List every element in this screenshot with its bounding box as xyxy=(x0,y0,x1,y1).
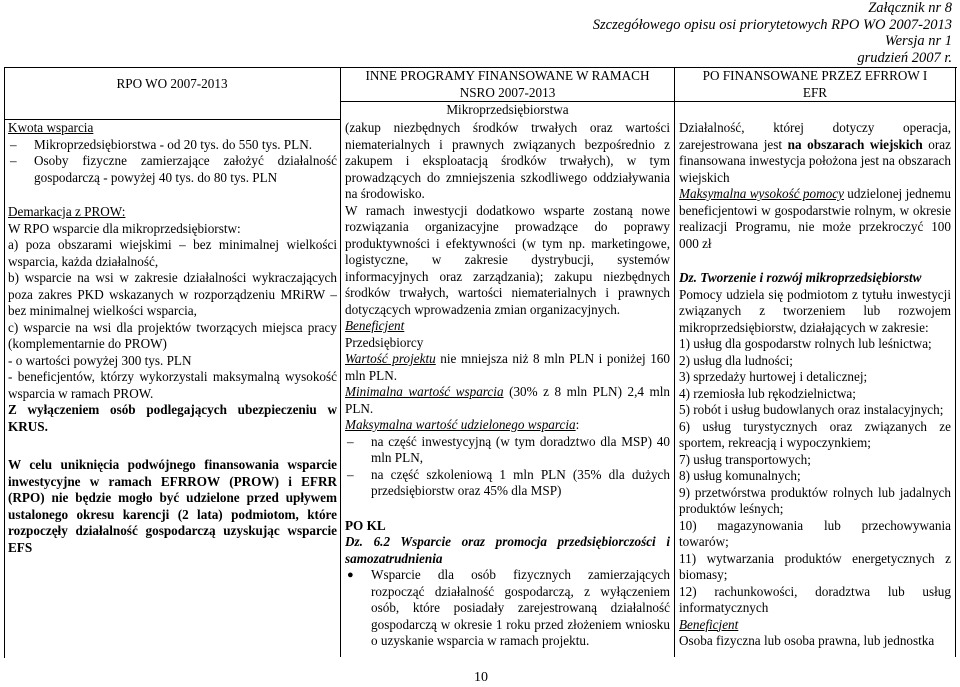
paragraph: b) wsparcie na wsi w zakresie działalności wykraczających poza zakres PKD wskazanych w rozporządzeniu MRiRW – bez minimalnej wielkości wsparcia, xyxy=(8,270,337,318)
page-number: 10 xyxy=(474,670,488,685)
column-divider xyxy=(955,67,956,657)
list-item: 2) usług dla ludności; xyxy=(679,352,793,368)
paragraph: Maksymalna wysokość pomocy udzielonej jednemu beneficjentowi w gospodarstwie rolnym, w okresie realizacji Programu, nie może przekroczyć 100 000 zł xyxy=(679,186,951,251)
document-header xyxy=(593,0,952,66)
list-item: 6) usług turystycznych oraz związanych ze sportem, rekreacją i wypoczynkiem; xyxy=(679,418,951,450)
min-support: Minimalna wartość wsparcia (30% z 8 mln PLN) 2,4 mln PLN. xyxy=(345,384,670,416)
list-item: 12) rachunkowości, doradztwa lub usług informatycznych xyxy=(679,583,951,615)
row-divider xyxy=(674,101,956,102)
demarkacja-heading: Demarkacja z PROW: xyxy=(8,204,126,219)
list-item: ● Wsparcie dla osób fizycznych zamierzających rozpocząć działalność gospodarczą, z wyłączeniem osób, które posiadały zarejestrowaną działalność gospodarczą w okresie 1 roku przed złożeniem wniosku o uzyskanie wsparcia w ramach projektu. xyxy=(345,567,670,650)
list-item: 5) robót i usług budowlanych oraz instalacyjnych; xyxy=(679,402,944,417)
annex-subtitle: Szczegółowego opisu osi priorytetowych RPO WO 2007-2013 xyxy=(592,16,952,33)
krus-note: Z wyłączeniem osób podlegających ubezpieczeniu w KRUS. xyxy=(8,402,337,434)
paragraph: c) wsparcie na wsi dla projektów tworzących miejsca pracy (komplementarnie do PROW) xyxy=(8,319,337,351)
date-label: grudzień 2007 r. xyxy=(857,49,952,66)
col2-content xyxy=(345,120,670,650)
column-divider xyxy=(674,67,675,657)
paragraph: a) poza obszarami wiejskimi – bez minimalnej wielkości wsparcia, każda działalność, xyxy=(8,237,337,269)
list-item: 1) usług dla gospodarstw rolnych lub leśnictwa; xyxy=(679,336,932,351)
column-divider xyxy=(340,67,341,657)
max-support: Maksymalna wartość udzielonego wsparcia: xyxy=(345,417,580,432)
col1-title: RPO WO 2007-2013 xyxy=(116,76,228,91)
beneficjent-value: Osoba fizyczna lub osoba prawna, lub jednostka xyxy=(679,633,935,648)
version-label: Wersja nr 1 xyxy=(884,33,952,49)
subheader: Mikroprzedsiębiorstwa xyxy=(446,102,569,117)
list-item: – Osoby fizyczne zamierzające założyć działalność gospodarczą - powyżej 40 tys. do 80 tys. PLN xyxy=(8,153,337,186)
list-item: 4) rzemiosła lub rękodzielnictwa; xyxy=(679,385,856,401)
double-funding-note: W celu uniknięcia podwójnego finansowania wsparcie inwestycyjne w ramach EFRROW (PROW) i EFRR (RPO) nie będzie mogło być udzielone przed upływem ustalonego okresu karencji (2 lata) podmiotom, które rozpoczęły działalność gospodarczą uzyskując wsparcie EFS xyxy=(8,457,337,555)
list-item: 8) usług komunalnych; xyxy=(679,468,801,483)
list-item: 10) magazynowania lub przechowywania towarów; xyxy=(679,517,951,549)
paragraph: W ramach inwestycji dodatkowo wsparte zostaną nowe rozwiązania organizacyjne prowadzące do poprawy produktywności i efektywności (w tym np. marketingowe, logistyczne, w zakresie dystrybucji, systemów informacyjnych oraz zarządzania); zakupu niezbędnych środków trwałych, wartości niematerialnych i prawnych dotyczących wprowadzenia zmian organizacyjnych. xyxy=(345,202,670,317)
list-item: 3) sprzedaży hurtowej i detalicznej; xyxy=(679,369,868,384)
annex-label: Załącznik nr 8 xyxy=(868,0,952,16)
paragraph: (zakup niezbędnych środków trwałych oraz wartości niematerialnych i prawnych związanych bezpośrednio z zakupem i eksploatacją środków trwałych), w tym prowadzących do zmniejszenia szkodliwego oddziaływania na środowisko. xyxy=(345,120,670,201)
beneficjent-value: Przedsiębiorcy xyxy=(345,334,424,350)
list-item: – na część szkoleniową 1 mln PLN (35% dla dużych przedsiębiorstw oraz 45% dla MSP) xyxy=(345,467,670,500)
list-item: 7) usług transportowych; xyxy=(679,451,811,467)
paragraph: W RPO wsparcie dla mikroprzedsiębiorstw: xyxy=(8,220,241,236)
col3-content xyxy=(679,120,951,650)
kwota-heading: Kwota wsparcia xyxy=(8,120,94,135)
col1-content xyxy=(8,120,337,556)
col2-title: INNE PROGRAMY FINANSOWANE W RAMACH NSRO 2007-2013 xyxy=(365,68,650,100)
list-item: 9) przetwórstwa produktów rolnych lub jadalnych produktów leśnych; xyxy=(679,484,951,516)
beneficjent-heading: Beneficjent xyxy=(679,616,739,632)
col3-title: PO FINANSOWANE PRZEZ EFRROW I EFR xyxy=(702,68,928,100)
paragraph: Pomocy udziela się podmiotom z tytułu inwestycji związanych z tworzeniem lub rozwojem mikroprzedsiębiorstw, działających w zakresie: xyxy=(679,286,951,335)
dz62-heading: Dz. 6.2 Wsparcie oraz promocja przedsiębiorczości i samozatrudnienia xyxy=(345,534,670,566)
paragraph: - beneficjentów, którzy wykorzystali maksymalną wysokość wsparcia w ramach PROW. xyxy=(8,369,337,401)
paragraph: Działalność, której dotyczy operacja, zarejestrowana jest na obszarach wiejskich oraz finansowana inwestycja położona jest na obszarach wiejskich xyxy=(679,120,951,185)
paragraph: - o wartości powyżej 300 tys. PLN xyxy=(8,352,192,368)
pokl-heading: PO KL xyxy=(345,517,386,533)
list-item: 11) wytwarzania produktów energetycznych z biomasy; xyxy=(679,550,951,582)
project-value: Wartość projektu nie mniejsza niż 8 mln PLN i poniżej 160 mln PLN. xyxy=(345,351,670,383)
dz-heading: Dz. Tworzenie i rozwój mikroprzedsiębiorstw xyxy=(679,270,922,285)
beneficjent-heading: Beneficjent xyxy=(345,318,405,333)
list-item: – na część inwestycyjną (w tym doradztwo dla MSP) 40 mln PLN, xyxy=(345,434,670,467)
list-item: – Mikroprzedsiębiorstwa - od 20 tys. do 550 tys. PLN. xyxy=(8,137,337,154)
